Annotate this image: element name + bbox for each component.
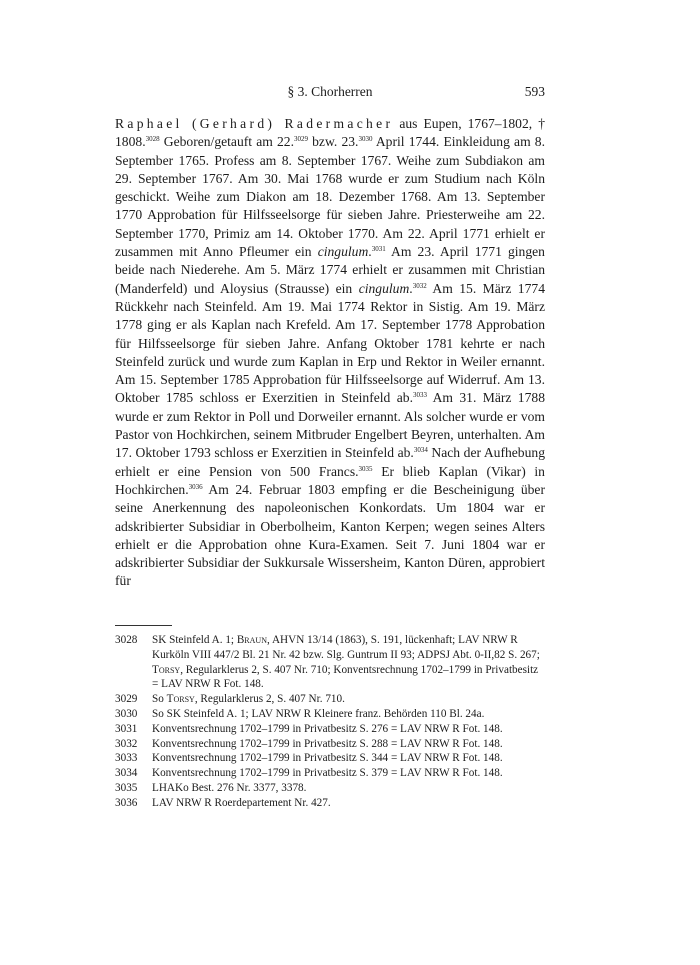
footnote-text <box>152 692 545 707</box>
footnote-text-part: , AHVN 13/14 (1863), S. 191, lückenhaft; LAV NRW R Kurköln VIII 447/2 Bl. 21 Nr. 42 bzw. Slg. Guntrum II 93; ADPSJ Abt. 0-II,82 S. 267; <box>152 634 540 661</box>
running-header <box>115 84 545 104</box>
footnote-ref[interactable]: 3028 <box>145 135 160 144</box>
footnote <box>115 692 545 707</box>
footnote-text <box>152 796 545 811</box>
entry-paragraph: Raphael (Gerhard) Radermacher aus Eupen, 1767–1802, † 1808.$^{3028}$ Geboren/getauft am 22.$^{3029}$ bzw. 23.$^{3030}$ April 1744. Einkleidung am 8. September 1765. Profess am 8. September 1767. Weihe zum Subdiakon am 29. September 1767. Am 30. Mai 1768 wurde er zum Studium nach Köln geschickt. Weihe zum Diakon am 18. Dezember 1768. Am 13. September 1770 Approbation für Hilfsseelsorge für sieben Jahre. Priesterweihe am 22. September 1770, Primiz am 14. Oktober 1770. Am 22. April 1771 erhielt er zusammen mit Anno Pfleumer ein cingulum.$^{3031}$ Am 23. April 1771 gingen beide nach Niederehe. Am 5. März 1774 erhielt er zusammen mit Christian (Manderfeld) und Aloysius (Strausse) ein cingulum.$^{3032}$ Am 15. März 1774 Rückkehr nach Steinfeld. Am 19. Mai 1774 Rektor in Sistig. Am 19. März 1778 ging er als Kaplan nach Krefeld. Am 17. September 1778 Approbation für Hilfsseelsorge für sieben Jahre. Anfang Oktober 1781 kehrte er nach Steinfeld zurück und wurde zum Kaplan in Erp und Rektor in Weiler ernannt. Am 15. September 1785 Approbation für Hilfsseelsorge auf Widerruf. Am 13. Oktober 1785 schloss er Exerzitien in Steinfeld ab.$^{3033}$ Am 31. März 1788 wurde er zum Rektor in Poll und Dorweiler ernannt. Als solcher wurde er vom Pastor von Hochkirchen, seinem Mitbruder Engelbert Beyren, unterhalten. Am 17. Oktober 1793 schloss er Exerzitien in Steinfeld ab.$^{3034}$ Nach der Aufhebung erhielt er eine Pension von 500 Francs.$^{3035}$ Er blieb Kaplan (Vikar) in Hochkirchen.$^{3036}$ Am 24. Februar 1803 empfing er die Bescheinigung über seine Anerkennung des napoleonischen Konkordats. Um 1804 war er adskribierter Subsidiar in Oberbolheim, Kanton Kerpen; wegen seines Alters erhielt er die Approbation ohne Kura-Examen. Seit 7. Juni 1804 war er adskribierter Subsidiar der Sukkursale Wissersheim, Kanton Düren, approbiert für <box>115 116 545 589</box>
footnote-number: 3036 <box>115 796 138 809</box>
footnote-text-part: Konventsrechnung 1702–1799 in Privatbesitz S. 379 = LAV NRW R Fot. 148. <box>152 767 503 780</box>
footnote-text-part: LHAKo Best. 276 Nr. 3377, 3378. <box>152 781 307 794</box>
footnote <box>115 722 545 737</box>
footnote <box>115 707 545 722</box>
footnote <box>115 737 545 752</box>
entry-name: Raphael (Gerhard) Radermacher <box>115 116 394 131</box>
author-name: Torsy <box>152 663 181 676</box>
page-number: 593 <box>524 84 545 99</box>
author-name: Braun <box>236 634 267 646</box>
footnote-text-part: , Regularklerus 2, S. 407 Nr. 710; Konventsrechnung 1702–1799 in Privatbesitz = LAV NRW R Fot. 148. <box>152 663 539 691</box>
footnote <box>115 751 545 766</box>
footnote-text-part: So <box>152 693 167 706</box>
footnote <box>115 633 545 692</box>
footnote-text <box>152 751 545 766</box>
footnote-text <box>152 707 545 722</box>
footnote <box>115 796 545 811</box>
author-name: Torsy <box>166 693 195 706</box>
footnote-text-part: Konventsrechnung 1702–1799 in Privatbesitz S. 276 = LAV NRW R Fot. 148. <box>152 722 503 735</box>
footnote-ref[interactable]: 3030 <box>358 135 373 144</box>
running-header-section: § 3. Chorherren <box>287 84 373 99</box>
footnote-ref[interactable]: 3033 <box>412 391 427 400</box>
italic-term: cingulum <box>358 280 410 296</box>
footnote-number: 3033 <box>115 752 138 765</box>
footnote-ref[interactable]: 3034 <box>413 446 428 455</box>
footnote-text-part: Konventsrechnung 1702–1799 in Privatbesitz S. 288 = LAV NRW R Fot. 148. <box>152 737 503 750</box>
footnote-number: 3031 <box>115 722 138 735</box>
footnote-text-part: Konventsrechnung 1702–1799 in Privatbesitz S. 344 = LAV NRW R Fot. 148. <box>152 752 503 765</box>
footnote-divider <box>115 625 172 626</box>
footnote-text <box>152 766 545 781</box>
footnote-number: 3035 <box>115 781 138 794</box>
footnote-number: 3030 <box>115 707 138 720</box>
footnote <box>115 766 545 781</box>
italic-term: cingulum <box>317 244 369 260</box>
footnote-number: 3034 <box>115 767 138 780</box>
footnote-ref[interactable]: 3036 <box>188 482 203 491</box>
footnote-text-part: SK Steinfeld A. 1; <box>152 634 237 646</box>
footnote-ref[interactable]: 3035 <box>358 464 373 473</box>
footnote-ref[interactable]: 3031 <box>371 245 386 254</box>
footnote-text <box>152 633 545 692</box>
footnote-number: 3028 <box>115 634 138 646</box>
footnote-number: 3029 <box>115 693 138 706</box>
footnote-text <box>152 737 545 752</box>
footnote <box>115 781 545 796</box>
footnote-text-part: So SK Steinfeld A. 1; LAV NRW R Kleinere franz. Behörden 110 Bl. 24a. <box>152 707 485 720</box>
footnote-number: 3032 <box>115 737 138 750</box>
footnote-text-part: , Regularklerus 2, S. 407 Nr. 710. <box>194 693 345 706</box>
footnotes <box>115 633 545 811</box>
body-text <box>115 115 545 591</box>
footnote-ref[interactable]: 3032 <box>412 281 427 290</box>
footnote-ref[interactable]: 3029 <box>293 135 308 144</box>
footnote-text <box>152 781 545 796</box>
footnote-text-part: LAV NRW R Roerdepartement Nr. 427. <box>152 796 331 809</box>
footnote-text <box>152 722 545 737</box>
